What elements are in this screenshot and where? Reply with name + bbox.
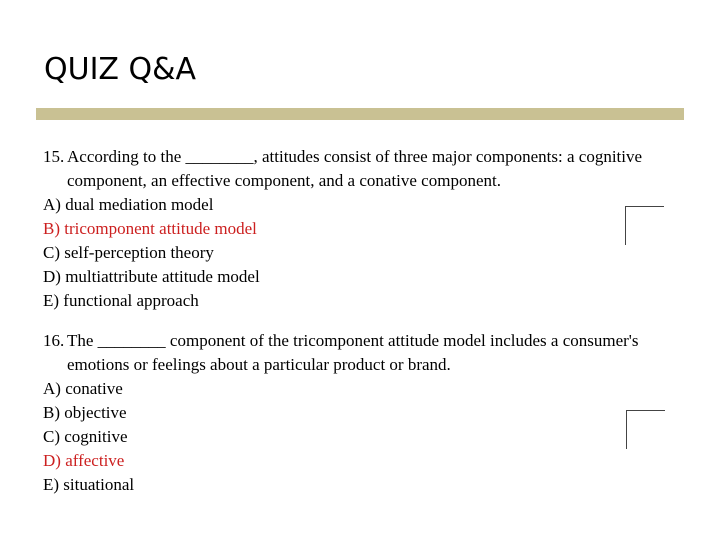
answer-option-e: E) situational xyxy=(43,475,135,494)
corner-bracket-decoration xyxy=(626,410,665,449)
question-16 xyxy=(43,329,683,497)
answer-option-d: D) multiattribute attitude model xyxy=(43,267,260,286)
answer-option-a: A) conative xyxy=(43,379,123,398)
answer-option-a: A) dual mediation model xyxy=(43,195,214,214)
title-underline-bar xyxy=(36,108,684,120)
answer-option-e: E) functional approach xyxy=(43,291,199,310)
answer-option-c: C) cognitive xyxy=(43,427,128,446)
answer-option-b: B) objective xyxy=(43,403,127,422)
answer-option-b-correct: B) tricomponent attitude model xyxy=(43,219,257,238)
slide-title: QUIZ Q&A xyxy=(44,52,197,87)
question-text: According to the ________, attitudes consist of three major components: a cognitive component, an effective component, and a conative component. xyxy=(67,147,643,190)
question-stem xyxy=(43,145,683,193)
question-number: 16. xyxy=(43,331,65,350)
corner-bracket-decoration xyxy=(625,206,664,245)
answer-option-d-correct: D) affective xyxy=(43,451,125,470)
question-stem xyxy=(43,329,683,377)
question-number: 15. xyxy=(43,147,65,166)
answer-option-c: C) self-perception theory xyxy=(43,243,214,262)
question-15 xyxy=(43,145,683,313)
question-text: The ________ component of the tricomponent attitude model includes a consumer's emotions or feelings about a particular product or brand. xyxy=(67,331,639,374)
